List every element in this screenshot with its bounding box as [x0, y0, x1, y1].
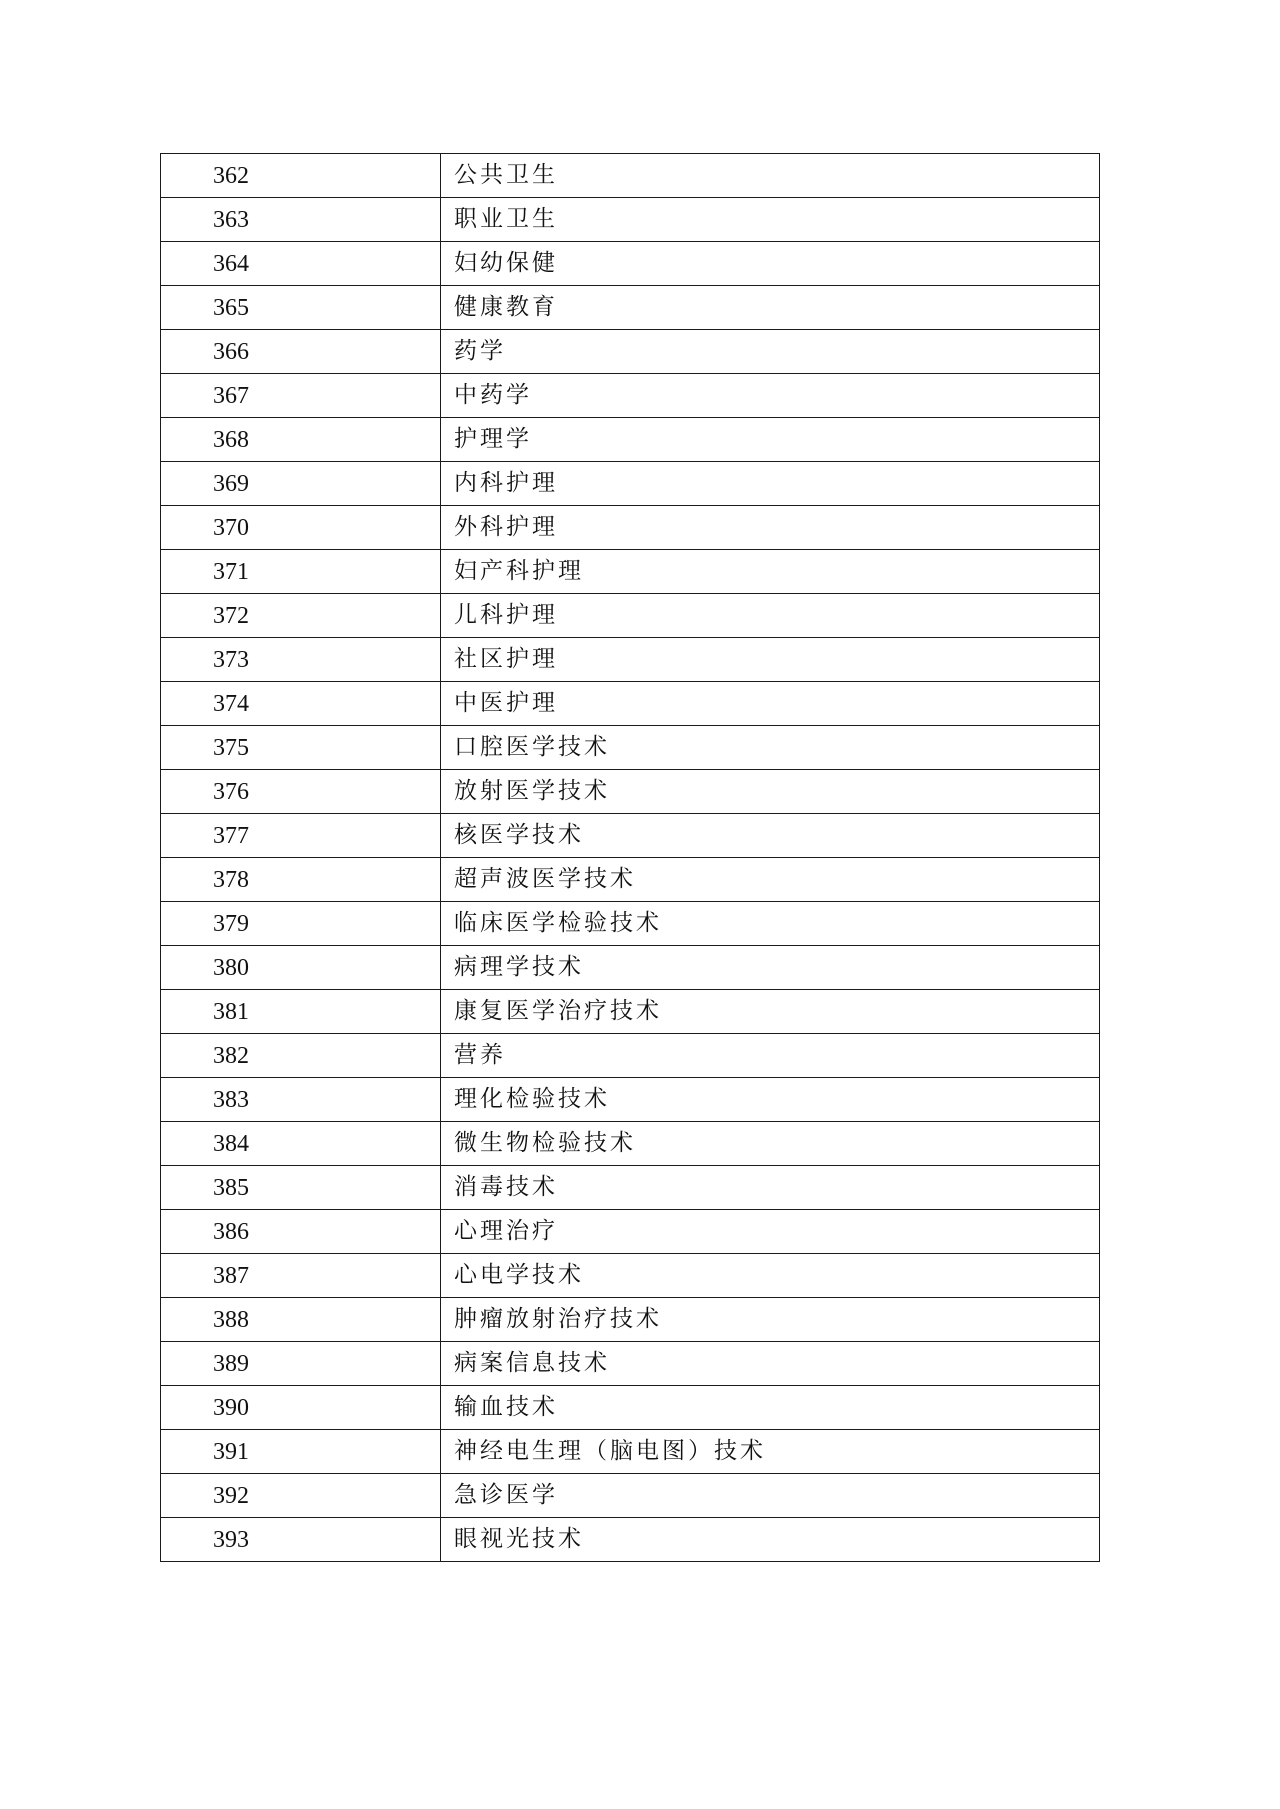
specialty-name-cell: 公共卫生	[441, 154, 1100, 198]
table-row	[161, 242, 1100, 286]
row-number-cell: 391	[161, 1430, 441, 1474]
table-row	[161, 330, 1100, 374]
specialty-name-cell: 心理治疗	[441, 1210, 1100, 1254]
row-number-cell: 374	[161, 682, 441, 726]
specialty-name-cell: 放射医学技术	[441, 770, 1100, 814]
specialty-name-cell: 外科护理	[441, 506, 1100, 550]
table-row	[161, 462, 1100, 506]
table-row	[161, 374, 1100, 418]
table-row	[161, 1034, 1100, 1078]
specialty-name-cell: 消毒技术	[441, 1166, 1100, 1210]
specialty-name-cell: 病案信息技术	[441, 1342, 1100, 1386]
specialty-name-cell: 健康教育	[441, 286, 1100, 330]
table-row	[161, 1210, 1100, 1254]
row-number-cell: 362	[161, 154, 441, 198]
specialty-name-cell: 儿科护理	[441, 594, 1100, 638]
specialty-name-cell: 社区护理	[441, 638, 1100, 682]
specialty-name-cell: 中药学	[441, 374, 1100, 418]
specialty-name-cell: 康复医学治疗技术	[441, 990, 1100, 1034]
specialty-name-cell: 病理学技术	[441, 946, 1100, 990]
row-number-cell: 363	[161, 198, 441, 242]
table-row	[161, 990, 1100, 1034]
table-row	[161, 286, 1100, 330]
table-row	[161, 1430, 1100, 1474]
row-number-cell: 377	[161, 814, 441, 858]
specialty-name-cell: 神经电生理（脑电图）技术	[441, 1430, 1100, 1474]
row-number-cell: 379	[161, 902, 441, 946]
table-row	[161, 902, 1100, 946]
table-row	[161, 550, 1100, 594]
row-number-cell: 371	[161, 550, 441, 594]
specialty-name-cell: 护理学	[441, 418, 1100, 462]
specialty-name-cell: 营养	[441, 1034, 1100, 1078]
specialty-name-cell: 口腔医学技术	[441, 726, 1100, 770]
table-row	[161, 1122, 1100, 1166]
row-number-cell: 368	[161, 418, 441, 462]
specialty-name-cell: 输血技术	[441, 1386, 1100, 1430]
specialty-name-cell: 中医护理	[441, 682, 1100, 726]
table-row	[161, 594, 1100, 638]
specialty-name-cell: 妇幼保健	[441, 242, 1100, 286]
row-number-cell: 388	[161, 1298, 441, 1342]
table-row	[161, 682, 1100, 726]
table-row	[161, 770, 1100, 814]
table-row	[161, 1298, 1100, 1342]
table-row	[161, 1254, 1100, 1298]
row-number-cell: 380	[161, 946, 441, 990]
table-row	[161, 814, 1100, 858]
table-row	[161, 638, 1100, 682]
specialty-name-cell: 微生物检验技术	[441, 1122, 1100, 1166]
specialty-name-cell: 眼视光技术	[441, 1518, 1100, 1562]
row-number-cell: 383	[161, 1078, 441, 1122]
row-number-cell: 382	[161, 1034, 441, 1078]
specialty-name-cell: 职业卫生	[441, 198, 1100, 242]
table-row	[161, 1342, 1100, 1386]
table-row	[161, 198, 1100, 242]
table-row	[161, 1518, 1100, 1562]
row-number-cell: 376	[161, 770, 441, 814]
row-number-cell: 370	[161, 506, 441, 550]
table-row	[161, 1474, 1100, 1518]
table-body	[161, 154, 1100, 1562]
table-row	[161, 1078, 1100, 1122]
table-row	[161, 1166, 1100, 1210]
table-row	[161, 154, 1100, 198]
row-number-cell: 366	[161, 330, 441, 374]
specialty-name-cell: 心电学技术	[441, 1254, 1100, 1298]
row-number-cell: 384	[161, 1122, 441, 1166]
specialty-table	[160, 153, 1100, 1562]
row-number-cell: 386	[161, 1210, 441, 1254]
row-number-cell: 385	[161, 1166, 441, 1210]
specialty-name-cell: 核医学技术	[441, 814, 1100, 858]
row-number-cell: 372	[161, 594, 441, 638]
specialty-name-cell: 理化检验技术	[441, 1078, 1100, 1122]
row-number-cell: 369	[161, 462, 441, 506]
row-number-cell: 392	[161, 1474, 441, 1518]
table-row	[161, 506, 1100, 550]
row-number-cell: 381	[161, 990, 441, 1034]
specialty-name-cell: 内科护理	[441, 462, 1100, 506]
table-row	[161, 418, 1100, 462]
specialty-name-cell: 超声波医学技术	[441, 858, 1100, 902]
row-number-cell: 378	[161, 858, 441, 902]
row-number-cell: 365	[161, 286, 441, 330]
row-number-cell: 375	[161, 726, 441, 770]
row-number-cell: 373	[161, 638, 441, 682]
row-number-cell: 364	[161, 242, 441, 286]
table-row	[161, 726, 1100, 770]
row-number-cell: 389	[161, 1342, 441, 1386]
specialty-name-cell: 妇产科护理	[441, 550, 1100, 594]
table-row	[161, 946, 1100, 990]
row-number-cell: 393	[161, 1518, 441, 1562]
specialty-name-cell: 急诊医学	[441, 1474, 1100, 1518]
table-row	[161, 1386, 1100, 1430]
specialty-name-cell: 药学	[441, 330, 1100, 374]
specialty-name-cell: 肿瘤放射治疗技术	[441, 1298, 1100, 1342]
table-row	[161, 858, 1100, 902]
row-number-cell: 387	[161, 1254, 441, 1298]
row-number-cell: 390	[161, 1386, 441, 1430]
row-number-cell: 367	[161, 374, 441, 418]
specialty-name-cell: 临床医学检验技术	[441, 902, 1100, 946]
